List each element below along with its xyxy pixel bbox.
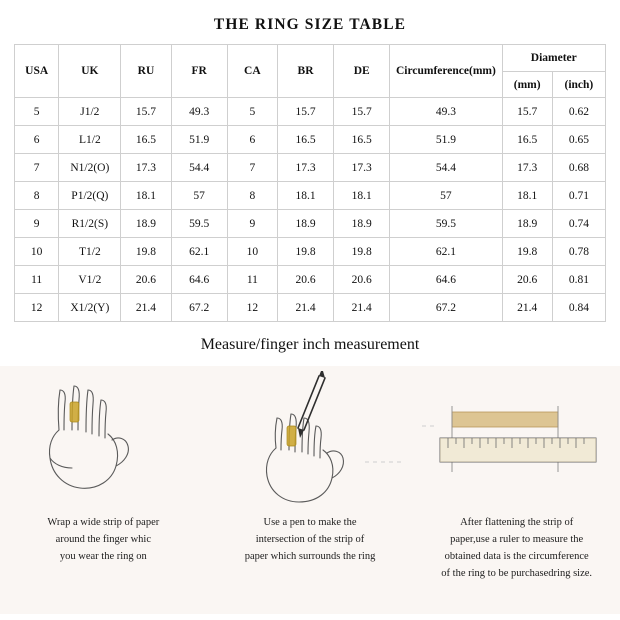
cell-uk: R1/2(S) — [59, 210, 121, 238]
cell-br: 15.7 — [277, 98, 333, 126]
cell-de: 18.9 — [334, 210, 390, 238]
cell-ru: 18.1 — [121, 182, 171, 210]
table-row — [15, 266, 606, 294]
cell-ca: 12 — [227, 294, 277, 322]
cell-fr: 67.2 — [171, 294, 227, 322]
cell-fr: 57 — [171, 182, 227, 210]
cell-usa: 11 — [15, 266, 59, 294]
column-header-circumference: Circumference(mm) — [390, 45, 502, 98]
cell-fr: 51.9 — [171, 126, 227, 154]
ring-size-table-container — [0, 44, 620, 322]
cell-diameter-inch: 0.78 — [552, 238, 605, 266]
cell-diameter-inch: 0.81 — [552, 266, 605, 294]
column-header-diameter-mm: (mm) — [502, 72, 552, 98]
cell-ca: 5 — [227, 98, 277, 126]
cell-ca: 8 — [227, 182, 277, 210]
measurement-steps-band — [0, 366, 620, 614]
cell-ca: 10 — [227, 238, 277, 266]
cell-usa: 7 — [15, 154, 59, 182]
measurement-step-1-caption — [37, 514, 169, 565]
cell-diameter-mm: 16.5 — [502, 126, 552, 154]
cell-usa: 8 — [15, 182, 59, 210]
caption-line: After flattening the strip of — [460, 517, 574, 528]
cell-diameter-inch: 0.68 — [552, 154, 605, 182]
table-header — [15, 45, 606, 98]
cell-ca: 7 — [227, 154, 277, 182]
cell-br: 17.3 — [277, 154, 333, 182]
cell-circumference: 59.5 — [390, 210, 502, 238]
cell-usa: 6 — [15, 126, 59, 154]
caption-line: obtained data is the circumference — [444, 551, 589, 562]
column-header-fr: FR — [171, 45, 227, 98]
cell-uk: N1/2(O) — [59, 154, 121, 182]
cell-circumference: 49.3 — [390, 98, 502, 126]
cell-diameter-inch: 0.74 — [552, 210, 605, 238]
cell-usa: 10 — [15, 238, 59, 266]
ring-size-table — [14, 44, 606, 322]
measurement-step-3-caption — [431, 514, 602, 582]
cell-uk: V1/2 — [59, 266, 121, 294]
cell-de: 16.5 — [334, 126, 390, 154]
table-body — [15, 98, 606, 322]
caption-line: around the finger whic — [55, 534, 151, 545]
cell-de: 15.7 — [334, 98, 390, 126]
measurement-step-2-caption — [235, 514, 386, 565]
column-header-br: BR — [277, 45, 333, 98]
cell-fr: 54.4 — [171, 154, 227, 182]
cell-de: 18.1 — [334, 182, 390, 210]
cell-usa: 5 — [15, 98, 59, 126]
cell-ru: 16.5 — [121, 126, 171, 154]
table-row — [15, 238, 606, 266]
column-header-usa: USA — [15, 45, 59, 98]
cell-circumference: 51.9 — [390, 126, 502, 154]
cell-circumference: 67.2 — [390, 294, 502, 322]
column-header-diameter-inch: (inch) — [552, 72, 605, 98]
cell-diameter-mm: 21.4 — [502, 294, 552, 322]
cell-diameter-inch: 0.71 — [552, 182, 605, 210]
cell-fr: 59.5 — [171, 210, 227, 238]
cell-usa: 12 — [15, 294, 59, 322]
cell-uk: X1/2(Y) — [59, 294, 121, 322]
cell-diameter-inch: 0.84 — [552, 294, 605, 322]
caption-line: paper,use a ruler to measure the — [450, 534, 584, 545]
measurement-step-3 — [413, 366, 620, 614]
caption-line: intersection of the strip of — [255, 534, 365, 545]
cell-circumference: 64.6 — [390, 266, 502, 294]
caption-line: paper which surrounds the ring — [244, 551, 376, 562]
cell-de: 20.6 — [334, 266, 390, 294]
column-header-uk: UK — [59, 45, 121, 98]
cell-ca: 6 — [227, 126, 277, 154]
table-row — [15, 210, 606, 238]
cell-diameter-mm: 18.9 — [502, 210, 552, 238]
cell-de: 21.4 — [334, 294, 390, 322]
cell-diameter-inch: 0.65 — [552, 126, 605, 154]
page-title: THE RING SIZE TABLE — [213, 16, 407, 33]
table-row — [15, 126, 606, 154]
section-subtitle: Measure/finger inch measurement — [200, 336, 420, 353]
cell-uk: P1/2(Q) — [59, 182, 121, 210]
cell-ru: 15.7 — [121, 98, 171, 126]
cell-diameter-inch: 0.62 — [552, 98, 605, 126]
cell-fr: 64.6 — [171, 266, 227, 294]
cell-ca: 9 — [227, 210, 277, 238]
cell-ru: 17.3 — [121, 154, 171, 182]
table-row — [15, 98, 606, 126]
table-row — [15, 154, 606, 182]
table-row — [15, 182, 606, 210]
caption-line: of the ring to be purchasedring size. — [441, 568, 593, 579]
column-header-ca: CA — [227, 45, 277, 98]
cell-br: 16.5 — [277, 126, 333, 154]
cell-uk: T1/2 — [59, 238, 121, 266]
cell-br: 18.1 — [277, 182, 333, 210]
column-header-diameter: Diameter — [502, 45, 605, 72]
hand-with-pen-icon — [207, 366, 414, 514]
cell-circumference: 54.4 — [390, 154, 502, 182]
ruler-measuring-strip-icon — [413, 366, 620, 514]
table-row — [15, 294, 606, 322]
measurement-step-1 — [0, 366, 207, 614]
caption-line: Wrap a wide strip of paper — [47, 517, 160, 528]
cell-diameter-mm: 17.3 — [502, 154, 552, 182]
table-header-row-main — [15, 45, 606, 72]
caption-line: Use a pen to make the — [263, 517, 357, 528]
cell-usa: 9 — [15, 210, 59, 238]
cell-br: 19.8 — [277, 238, 333, 266]
measurement-step-2 — [207, 366, 414, 614]
cell-ru: 18.9 — [121, 210, 171, 238]
cell-de: 17.3 — [334, 154, 390, 182]
cell-de: 19.8 — [334, 238, 390, 266]
cell-diameter-mm: 19.8 — [502, 238, 552, 266]
cell-br: 21.4 — [277, 294, 333, 322]
cell-br: 18.9 — [277, 210, 333, 238]
cell-ru: 20.6 — [121, 266, 171, 294]
column-header-de: DE — [334, 45, 390, 98]
caption-line: you wear the ring on — [59, 551, 147, 562]
cell-ru: 21.4 — [121, 294, 171, 322]
cell-fr: 49.3 — [171, 98, 227, 126]
cell-br: 20.6 — [277, 266, 333, 294]
hand-with-paper-strip-icon — [0, 366, 207, 514]
cell-fr: 62.1 — [171, 238, 227, 266]
cell-circumference: 62.1 — [390, 238, 502, 266]
cell-ru: 19.8 — [121, 238, 171, 266]
cell-diameter-mm: 18.1 — [502, 182, 552, 210]
column-header-ru: RU — [121, 45, 171, 98]
cell-diameter-mm: 15.7 — [502, 98, 552, 126]
cell-diameter-mm: 20.6 — [502, 266, 552, 294]
cell-ca: 11 — [227, 266, 277, 294]
cell-uk: J1/2 — [59, 98, 121, 126]
cell-uk: L1/2 — [59, 126, 121, 154]
cell-circumference: 57 — [390, 182, 502, 210]
